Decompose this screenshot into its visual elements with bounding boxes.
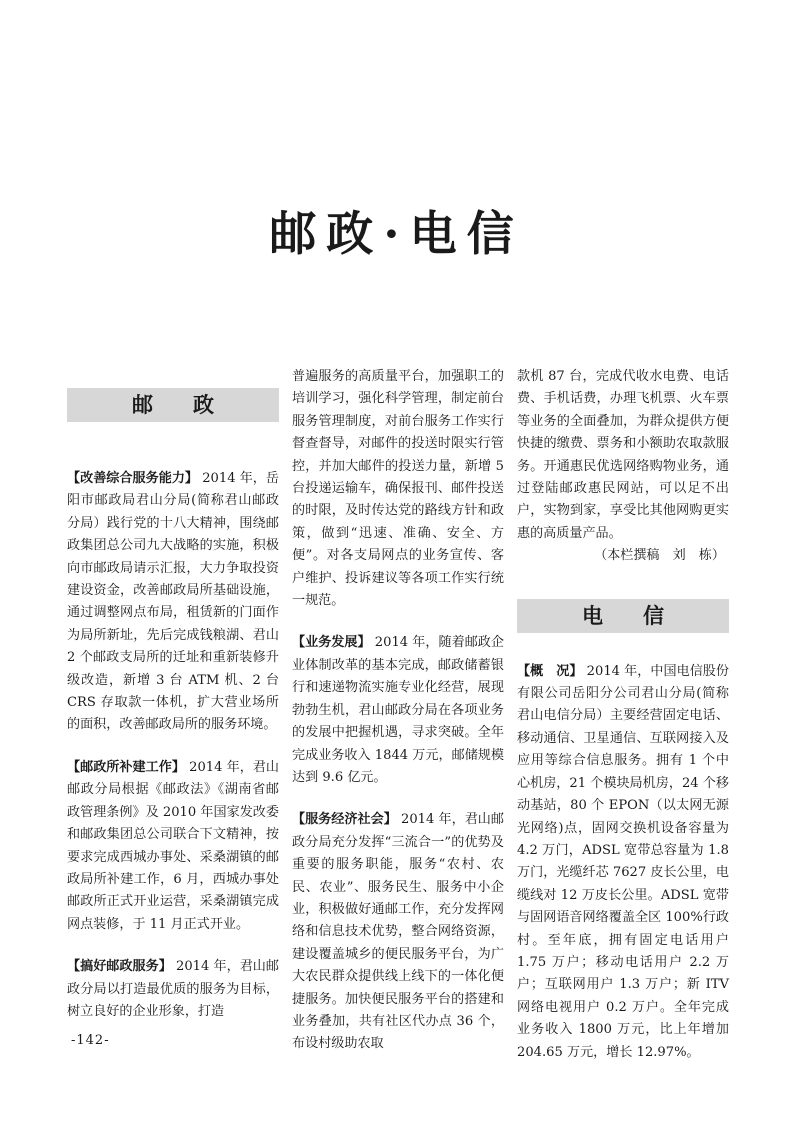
page-number: -142- [71,1033,110,1048]
paragraph-text: 2014 年，君山邮政分局根据《邮政法》《湖南省邮政管理条例》及 2010 年国家发改委和邮政集团总公司联合下文精神，按要求完成西城办事处、采桑湖镇的邮政局所补建工作，6 月，西城办事处邮政所正式开业运营，采桑湖镇完成网点装修，于 11 月正式开业。 [67,759,280,932]
paragraph [67,468,279,737]
paragraph-continued [292,809,504,1055]
paragraph-text-part1: 2014 年，君山邮政分局以打造最优质的服务为目标，树立良好的企业形象，打造 [67,959,279,1019]
column-2 [292,366,504,1056]
paragraph-continuation: 普遍服务的高质量平台，加强职工的培训学习，强化科学管理，制定前台服务管理制度，对前台服务工作实行督查督导，对邮件的投送时限实行管控，并加大邮件的投送力量，新增 5 台投递运输车，确保报刊、邮件投送的时限，及时传达党的路线方针和政策，做到“迅速、准确、安全、方便”。对各支局网点的业务宣传、客户维护、投诉建议等各项工作实行统一规范。 [292,369,504,609]
paragraph [517,661,729,1064]
paragraph-continued [67,956,279,1023]
paragraph-tag: 【邮政所补建工作】 [67,759,185,775]
paragraph-tag: 【搞好邮政服务】 [67,959,172,975]
section-header-telecom: 电信 [517,599,729,633]
paragraph-tag: 【业务发展】 [292,635,371,651]
paragraph-text: 2014 年，岳阳市邮政局君山分局(简称君山邮政分局）践行党的十八大精神，围绕邮政集团总公司九大战略的实施，积极向市邮政局请示汇报，大力争取投资建设资金，改善邮政局所基础设施，通过调整网点布局，租赁新的门面作为局所新址，先后完成钱粮湖、君山 2 个邮政支局所的迁址和重新装修升级改造，新增 3 台 ATM 机、2 台 CRS 存取款一体机，扩大营业场所的面积，改善邮政局所的服务环境。 [67,471,279,733]
column-3 [517,366,729,1064]
column-1 [67,366,279,1023]
paragraph [67,757,279,936]
paragraph-text-part1: 2014 年，君山邮政分局充分发挥“三流合一”的优势及重要的服务职能，服务“农村、农民、农业”、服务民生、服务中小企业，积极做好通邮工作，充分发挥网络和信息技术优势，整合网络资源，建设覆盖城乡的便民服务平台，为广大农民群众提供线上线下的一体化便捷服务。加快便民服务平台的搭建和业务叠加，共有社区代办点 36 个，布设村级助农取 [292,812,504,1052]
paragraph-tag: 【概 况】 [517,663,583,679]
paragraph-continuation: 款机 87 台，完成代收水电费、电话费、手机话费，办理飞机票、火车票等业务的全面叠加，为群众提供方便快捷的缴费、票务和小额助农取款服务。开通惠民优选网络购物业务，通过登陆邮政惠民网站，可以足不出户，实物到家，享受比其他网购更实惠的高质量产品。 [517,369,729,541]
section-header-postal: 邮政 [67,388,279,422]
paragraph-tag: 【服务经济社会】 [292,812,397,828]
page-title: 邮政·电信 [269,207,524,262]
paragraph-text: 2014 年，中国电信股份有限公司岳阳分公司君山分局(简称君山电信分局）主要经营固定电话、移动通信、卫星通信、互联网接入及应用等综合信息服务。拥有 1 个中心机房，21 个模块局机房，24 个移动基站，80 个 EPON（以太网无源光网络)点，固网交换机设备容量为 4.2 万门，ADSL 宽带总容量为 1.8 万门，光缆纤芯 7627 皮长公里，电缆线对 12 万皮长公里。ADSL 宽带与固网语音网络覆盖全区 100%行政村。至年底，拥有固定电话用户 1.75 万户；移动电话用户 2.2 万户；互联网用户 1.3 万户；新 ITV 网络电视用户 0.2 万户。全年完成业务收入 1800 万元，比上年增加 204.65 万元，增长 12.97%。 [517,663,729,1060]
paragraph-tag: 【改善综合服务能力】 [67,471,199,486]
paragraph [292,632,504,789]
paragraph-text: 2014 年，随着邮政企业体制改革的基本完成，邮政储蓄银行和速递物流实施专业化经营，展现勃勃生机，君山邮政分局在各项业务的发展中把握机遇，寻求突破。全年完成业务收入 1844 万元，邮储规模达到 9.6 亿元。 [292,635,504,785]
author-signature: （本栏撰稿 刘 栋） [594,548,725,564]
